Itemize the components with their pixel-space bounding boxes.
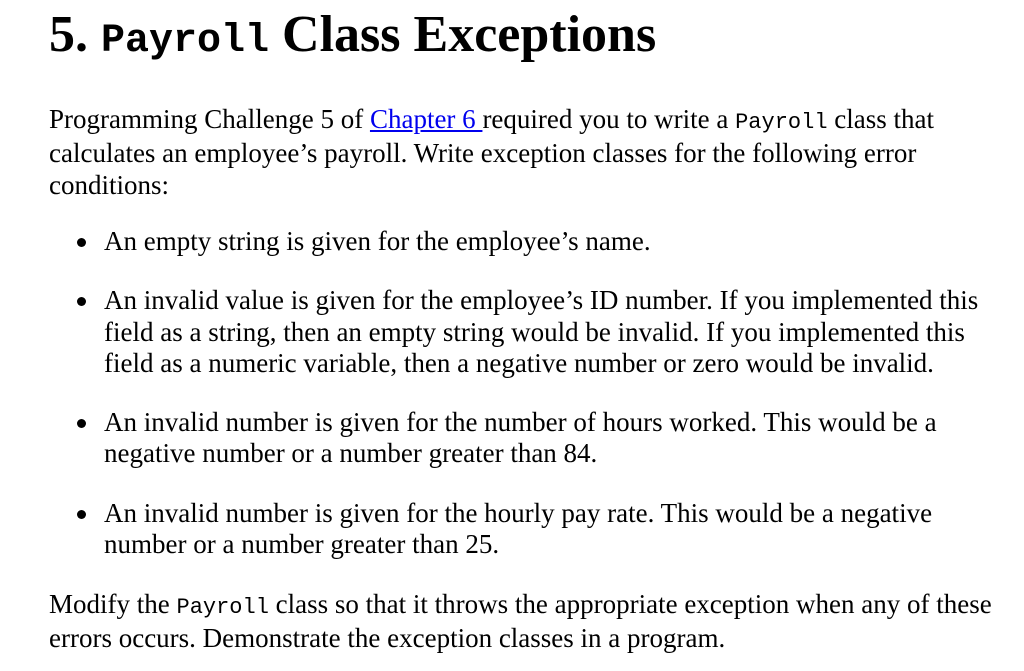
bullet-icon	[77, 419, 86, 428]
list-item-text: An invalid number is given for the hourly pay rate. This would be a negative number or a number greater than 25.	[104, 497, 933, 560]
closing-text-start: Modify the	[49, 589, 177, 619]
heading-title: Class Exceptions	[282, 6, 657, 63]
list-item	[49, 498, 1004, 561]
closing-code: Payroll	[176, 595, 269, 620]
chapter-link[interactable]: Chapter 6	[369, 104, 483, 134]
list-item	[49, 285, 1004, 379]
closing-paragraph	[49, 589, 1004, 655]
intro-paragraph	[49, 104, 1004, 201]
intro-text-end: class that calculates an employee’s payroll. Write exception classes for the following error conditions:	[49, 104, 935, 200]
heading-number: 5.	[49, 6, 88, 63]
bullet-icon	[77, 297, 86, 306]
list-item	[49, 407, 1004, 470]
intro-code: Payroll	[735, 110, 828, 135]
closing-text-end: class so that it throws the appropriate exception when any of these errors occurs. Demonstrate the exception classes in a program.	[49, 589, 992, 654]
list-item-text: An invalid value is given for the employee’s ID number. If you implemented this field as a string, then an empty string would be invalid. If you implemented this field as a numeric variable, then a negative number or zero would be invalid.	[104, 285, 979, 378]
bullet-icon	[77, 510, 86, 519]
intro-text-start: Programming Challenge 5 of	[49, 104, 370, 134]
heading-code: Payroll	[101, 19, 270, 64]
list-item	[49, 226, 1004, 257]
document-page	[49, 0, 1004, 654]
list-item-text: An invalid number is given for the number of hours worked. This would be a negative number or a number greater than 84.	[104, 407, 937, 469]
bullet-icon	[77, 238, 86, 247]
error-conditions-list	[49, 226, 1004, 588]
intro-text-mid: required you to write a	[482, 104, 736, 134]
list-item-text: An empty string is given for the employee’s name.	[104, 226, 651, 256]
section-heading	[49, 0, 1004, 66]
